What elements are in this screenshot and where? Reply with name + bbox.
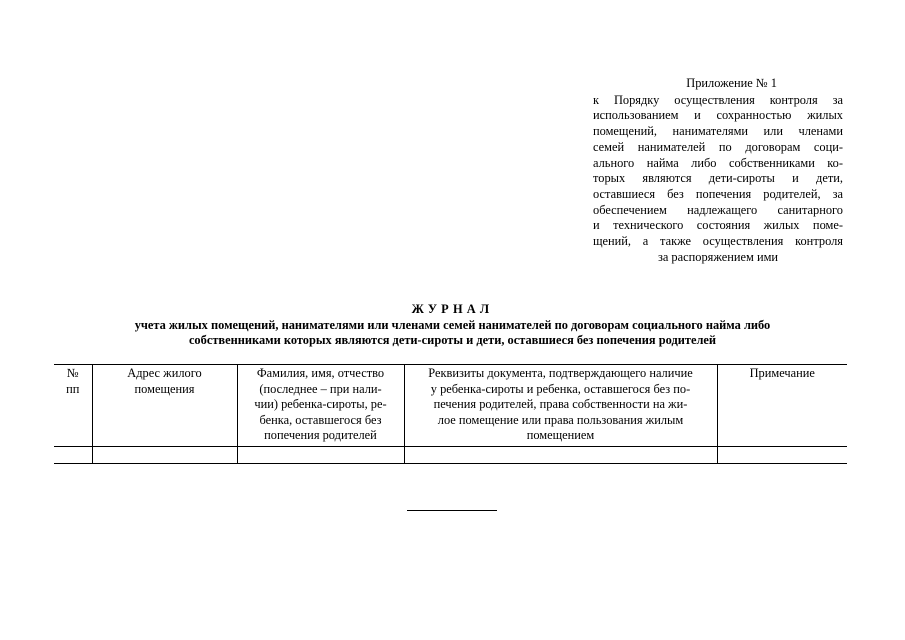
appendix-line: обеспечением надлежащего санитарного: [593, 202, 843, 217]
header-line: №: [66, 366, 79, 380]
header-line: лое помещение или права пользования жилым: [437, 412, 684, 427]
appendix-line: к Порядку осуществления контроля за: [593, 92, 843, 107]
table-cell: [404, 446, 717, 463]
appendix-line: щений, а также осуществления контроля: [593, 234, 843, 249]
appendix-line: оставшиеся без попечения родителей, за: [593, 186, 843, 201]
header-line: бенка, оставшегося без: [259, 412, 382, 427]
header-line: у ребенка-сироты и ребенка, оставшегося без по-: [430, 381, 691, 396]
header-document-details: [404, 365, 717, 447]
table-header-row: [54, 365, 847, 447]
appendix-line: торых являются дети-сироты и дети,: [593, 171, 843, 186]
journal-table: [54, 364, 847, 464]
footer-rule: [407, 510, 497, 511]
appendix-heading: Приложение № 1: [686, 76, 777, 90]
appendix-line: помещений, нанимателями или членами: [593, 124, 843, 139]
header-full-name: [237, 365, 404, 447]
appendix-line: за распоряжением ими: [657, 249, 779, 264]
table-cell: [237, 446, 404, 463]
header-line: попечения родителей: [264, 428, 377, 443]
header-line: чии) ребенка-сироты, ре-: [254, 397, 387, 412]
header-line: пп: [66, 381, 80, 396]
header-line: Адрес жилого: [127, 366, 202, 380]
appendix-line: семей нанимателей по договорам соци-: [593, 139, 843, 154]
journal-subtitle-line-1: учета жилых помещений, нанимателями или членами семей нанимателей по договорам социального найма либо: [134, 317, 771, 332]
header-line: Реквизиты документа, подтверждающего наличие: [428, 366, 693, 380]
header-line: помещением: [526, 428, 595, 443]
header-note: [717, 365, 847, 447]
header-line: Примечание: [749, 366, 815, 380]
appendix-block: [593, 76, 843, 265]
appendix-line: использованием и сохранностью жилых: [593, 108, 843, 123]
journal-title: [0, 302, 905, 349]
appendix-line: ального найма либо собственниками ко-: [593, 155, 843, 170]
table-row-empty: [54, 446, 847, 463]
appendix-line: и технического состояния жилых поме-: [593, 218, 843, 233]
table-cell: [92, 446, 237, 463]
header-line: Фамилия, имя, отчество: [256, 366, 385, 380]
journal-word: ЖУРНАЛ: [411, 302, 494, 316]
table-cell: [54, 446, 92, 463]
header-number: [54, 365, 92, 447]
header-line: печения родителей, права собственности на жи-: [433, 397, 688, 412]
journal-subtitle-line-2: собственниками которых являются дети-сироты и дети, оставшиеся без попечения родителей: [188, 333, 717, 347]
table-cell: [717, 446, 847, 463]
header-line: помещения: [134, 381, 195, 396]
header-line: (последнее – при нали-: [259, 381, 382, 396]
header-address: [92, 365, 237, 447]
